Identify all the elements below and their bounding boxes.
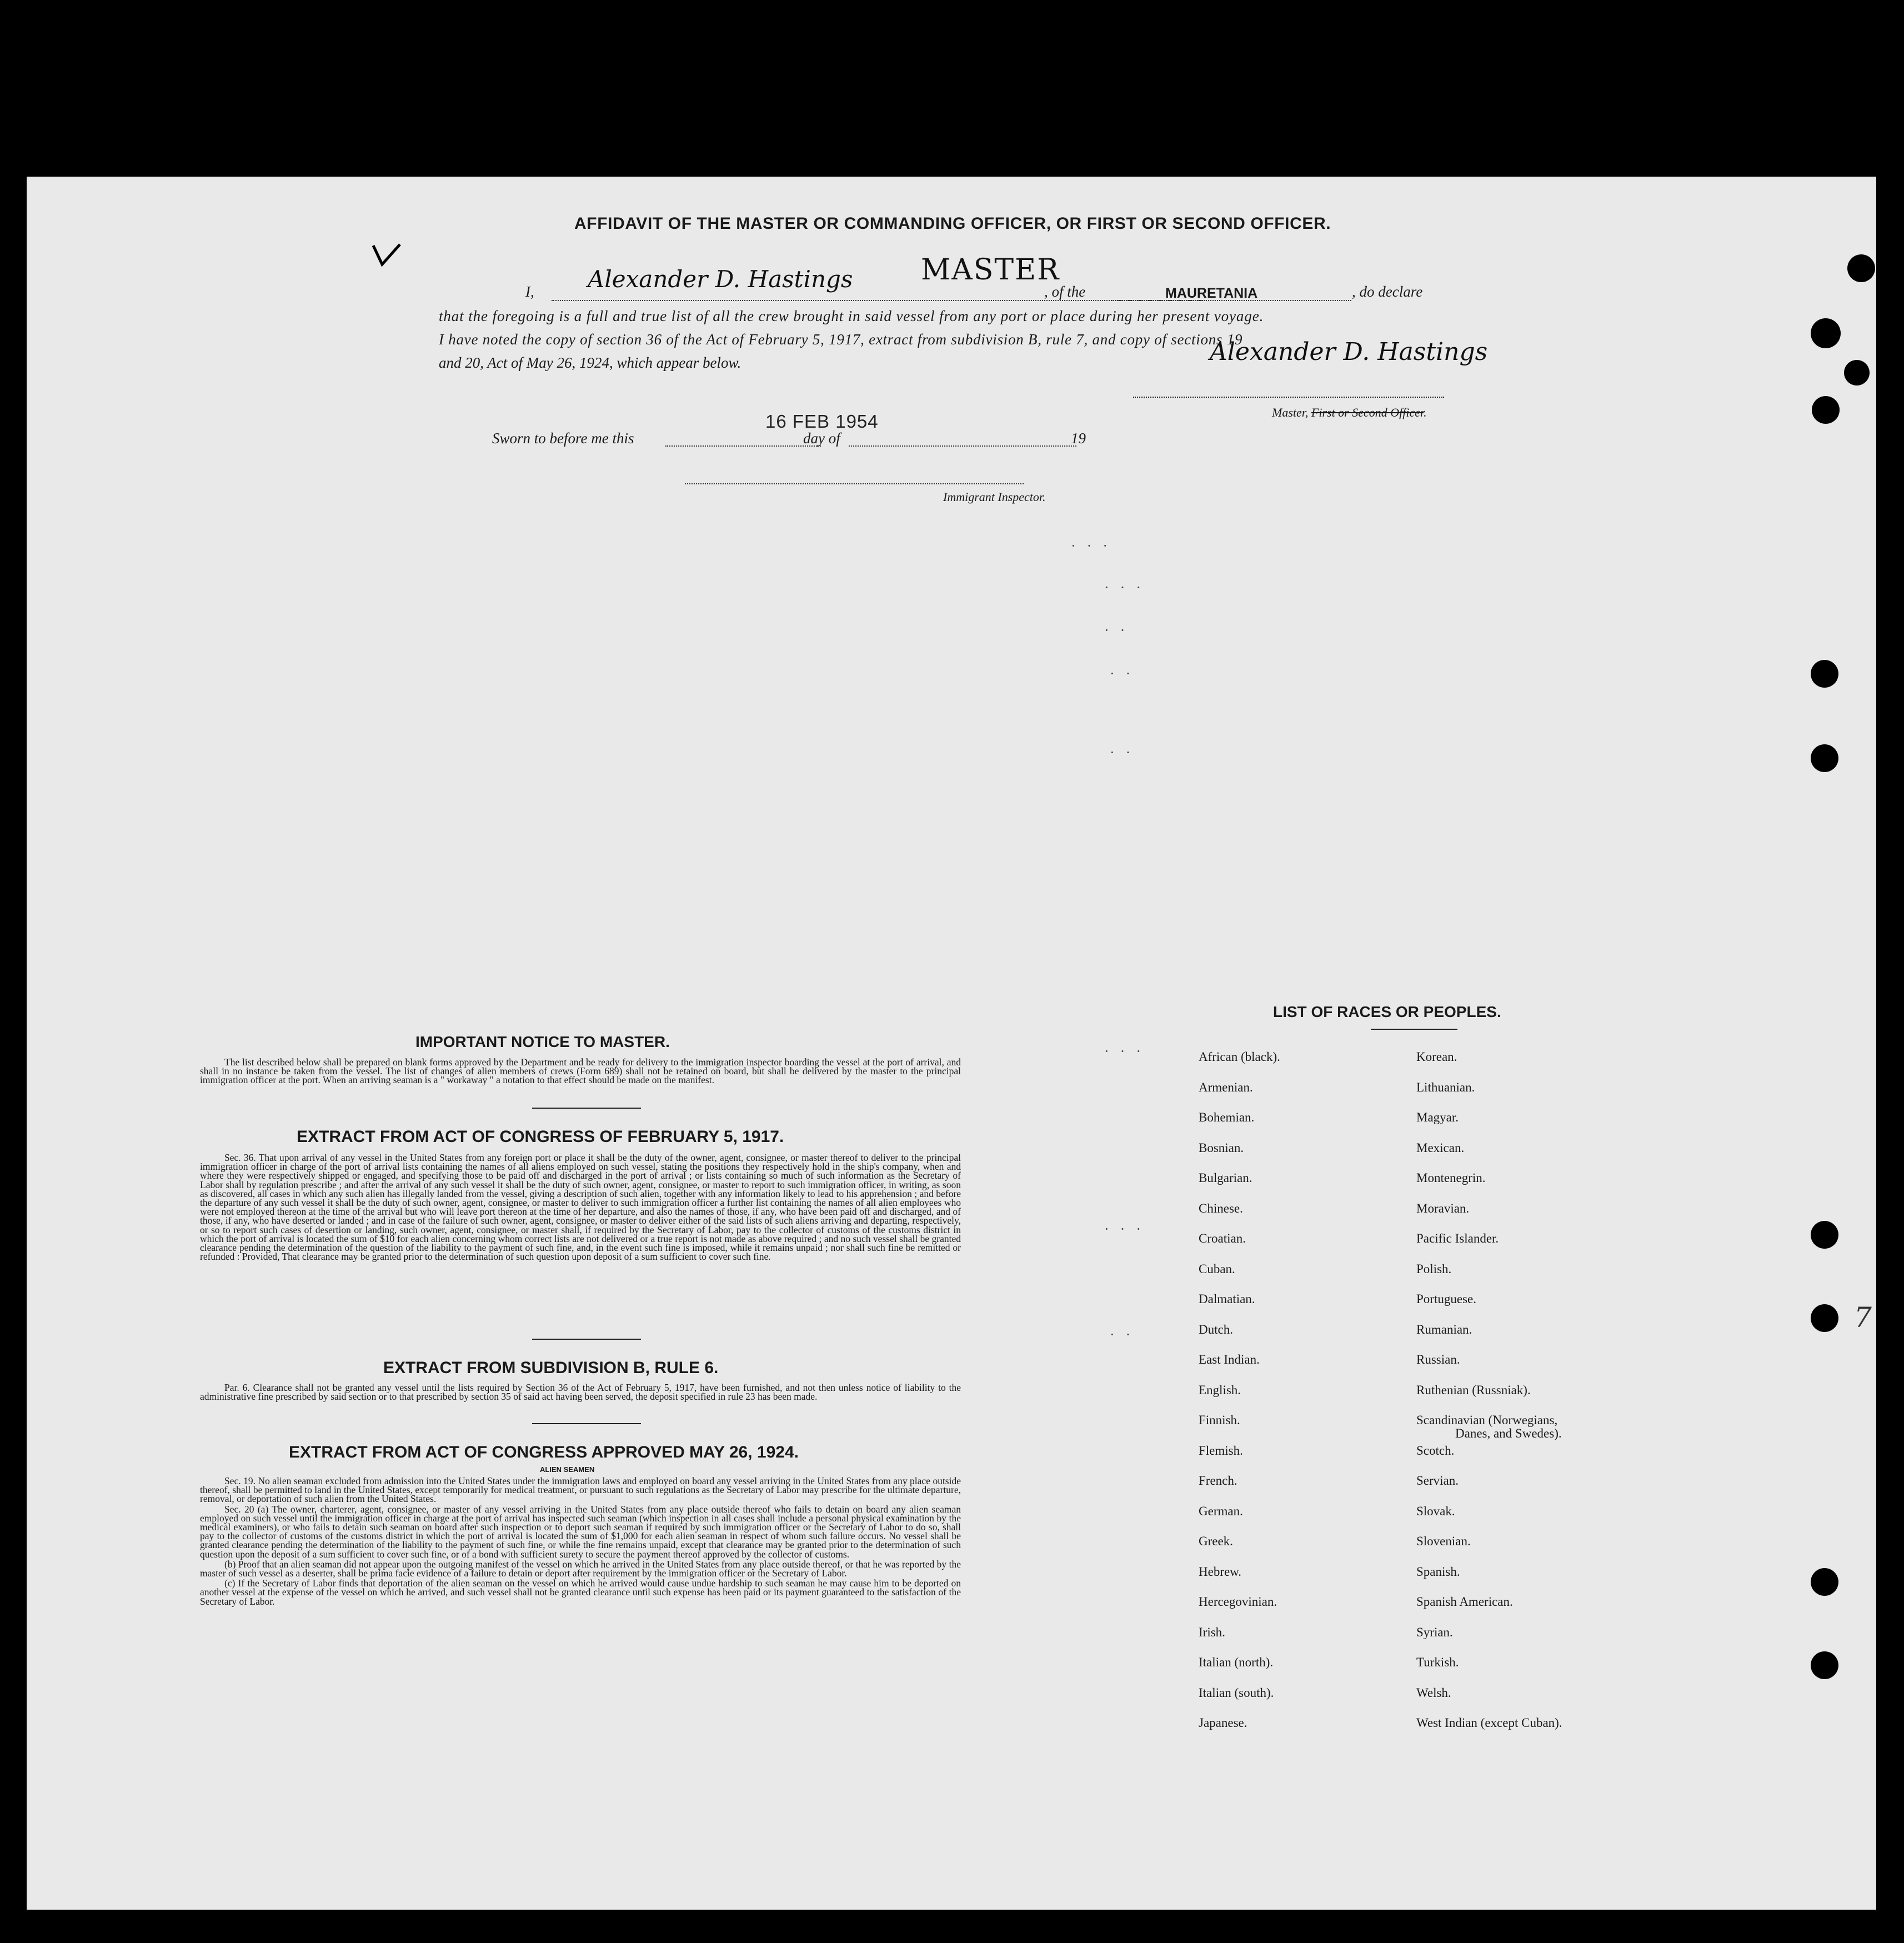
name-line	[552, 300, 1207, 301]
affidavit-line-4: and 20, Act of May 26, 1924, which appear below.	[439, 354, 741, 371]
punch-hole	[1811, 660, 1838, 688]
day-of-text: day of	[803, 430, 840, 447]
notice-text: The list described below shall be prepared on blank forms approved by the Department and be ready for delivery to the immigration inspector boarding the vessel at the port of arrival, and shall in no instance be taken from the vessel. The list of changes of alien members of crews (Form 689) shall not be retained on board, but shall be delivered by the master to the principal immigration officer at the port. When an arriving seaman is a " workaway " a notation to that effect should be made on the manifest.	[200, 1056, 961, 1086]
races-title: LIST OF RACES OR PEOPLES.	[1273, 1003, 1501, 1020]
punch-hole	[1812, 396, 1840, 424]
race-item: Welsh.	[1416, 1685, 1451, 1700]
punch-hole	[1844, 360, 1870, 385]
race-item: Mexican.	[1416, 1140, 1465, 1155]
races-left-column	[1199, 1050, 1280, 1746]
bleed-through-marks: ··	[1110, 665, 1142, 682]
race-item: West Indian (except Cuban).	[1416, 1716, 1562, 1730]
notice-title: IMPORTANT NOTICE TO MASTER.	[415, 1033, 670, 1050]
race-item: Spanish American.	[1416, 1595, 1513, 1609]
bleed-through-marks: ···	[1104, 579, 1152, 595]
race-item: Turkish.	[1416, 1655, 1459, 1669]
race-item: Slovenian.	[1416, 1534, 1471, 1548]
sworn-day-line	[665, 445, 821, 447]
extract-1924-subtitle: ALIEN SEAMEN	[540, 1465, 595, 1474]
race-item: Dalmatian.	[1199, 1292, 1255, 1306]
race-item: Montenegrin.	[1416, 1171, 1486, 1185]
affidavit-i: I,	[525, 283, 534, 300]
race-item: Servian.	[1416, 1474, 1459, 1488]
race-item: Irish.	[1199, 1625, 1225, 1639]
race-item: African (black).	[1199, 1050, 1280, 1064]
divider	[532, 1108, 641, 1109]
race-item: Hebrew.	[1199, 1564, 1242, 1579]
race-item: Finnish.	[1199, 1413, 1240, 1427]
punch-hole	[1811, 744, 1838, 772]
race-item: Lithuanian.	[1416, 1080, 1475, 1094]
divider	[1371, 1029, 1457, 1030]
race-item: Ruthenian (Russniak).	[1416, 1383, 1531, 1397]
race-item: Portuguese.	[1416, 1292, 1476, 1306]
races-right-column	[1416, 1050, 1562, 1746]
race-item: Scotch.	[1416, 1443, 1455, 1458]
race-item: Italian (north).	[1199, 1655, 1274, 1669]
race-item: Hercegovinian.	[1199, 1595, 1277, 1609]
divider	[532, 1423, 641, 1424]
checkmark-icon	[371, 242, 402, 270]
race-item: Russian.	[1416, 1353, 1460, 1366]
race-item: Polish.	[1416, 1261, 1452, 1276]
master-caption	[1272, 405, 1427, 420]
year-text: 19	[1071, 430, 1086, 447]
sworn-text: Sworn to before me this	[492, 430, 634, 447]
punch-hole	[1811, 1304, 1838, 1332]
race-item: Magyar.	[1416, 1110, 1459, 1124]
race-item: Croatian.	[1199, 1231, 1246, 1245]
extract-1917-title: EXTRACT FROM ACT OF CONGRESS OF FEBRUARY 5, 1917.	[297, 1128, 784, 1146]
race-item: French.	[1199, 1474, 1237, 1488]
race-item: Spanish.	[1416, 1564, 1460, 1579]
race-item: Greek.	[1199, 1534, 1233, 1548]
extract-1924-text: Sec. 19. No alien seaman excluded from admission into the United States under the immigration laws and employed on board any vessel arriving in the United States from any place outside thereof, shall be permitted to land in the United States, except temporarily for medical treatment, or pursuant to such regulations as the Secretary of Labor may prescribe for the ultimate departure, removal, or deportation of such alien from the United States. Sec. 20 (a) The owner, charterer, agent, consignee, or master of any vessel arriving in the United States from any place outside thereof who fails to detain on board any alien seaman employed on such vessel until the immigration officer in charge at the port of arrival has inspected such seaman (which inspection in all cases shall include a personal physical examination by the medical examiners), or who fails to detain such seaman on board after such inspection or to deport such seaman if required by such immigration officer or the Secretary of Labor to do so, shall pay to the collector of customs of the customs district in which the port of arrival is located the sum of $1,000 for each alien seaman in respect of whom such failure occurs. No vessel shall be granted clearance pending the determination of the liability to the payment of such fine, or while the fine remains unpaid, except that clearance may be granted prior to the determination of such question upon the deposit of a sum sufficient to cover such fine, or of a bond with sufficient surety to secure the payment thereof approved by the collector of customs. (b) Proof that an alien seaman did not appear upon the outgoing manifest of the vessel on which he arrived in the United States from any place outside thereof, or that he was reported by the master of such vessel as a deserter, shall be prima facie evidence of a failure to detain or deport after requirement by the immigration officer or the Secretary of Labor. (c) If the Secretary of Labor finds that deportation of the alien seaman on the vessel on which he arrived would cause undue hardship to such seaman he may cause him to be deported on another vessel at the expense of the vessel on which he arrived, and such vessel shall not be granted clearance until such expense has been paid or its payment guaranteed to the satisfaction of the Secretary of Labor.	[200, 1475, 961, 1607]
signer-name-handwritten: Alexander D. Hastings	[588, 266, 853, 293]
race-item: Korean.	[1416, 1050, 1457, 1064]
bleed-through-marks: ··	[1110, 1326, 1142, 1343]
race-item: Pacific Islander.	[1416, 1231, 1499, 1245]
race-item: Chinese.	[1199, 1201, 1243, 1215]
do-declare-text: , do declare	[1352, 283, 1423, 300]
race-item: Moravian.	[1416, 1201, 1470, 1215]
bleed-through-marks: ··	[1110, 744, 1142, 760]
punch-hole	[1811, 1221, 1838, 1249]
bleed-through-marks: ··	[1104, 622, 1136, 638]
race-item: Flemish.	[1199, 1443, 1243, 1458]
race-item: Japanese.	[1199, 1716, 1247, 1730]
date-stamp: 16 FEB 1954	[765, 411, 879, 432]
bleed-through-marks: ···	[1104, 1043, 1152, 1059]
race-item: Scandinavian (Norwegians,	[1416, 1413, 1558, 1427]
struck-officer-label: First or Second Officer	[1311, 405, 1424, 419]
race-item: Armenian.	[1199, 1080, 1253, 1094]
sworn-month-line	[849, 445, 1076, 447]
caption-period: .	[1424, 405, 1427, 419]
master-signature: Alexander D. Hastings	[1210, 338, 1488, 366]
punch-hole	[1811, 1568, 1838, 1596]
master-label: Master,	[1272, 405, 1309, 419]
vessel-name: MAURETANIA	[1165, 286, 1258, 301]
punch-hole	[1811, 318, 1841, 348]
race-item: Bulgarian.	[1199, 1171, 1252, 1185]
race-item: Rumanian.	[1416, 1322, 1472, 1336]
bleed-through-marks: ···	[1104, 1221, 1152, 1237]
inspector-line	[685, 483, 1024, 484]
race-item: Danes, and Swedes).	[1455, 1426, 1562, 1440]
race-item: Syrian.	[1416, 1625, 1453, 1639]
bleed-through-marks: ···	[1071, 538, 1119, 554]
race-item: Bosnian.	[1199, 1140, 1244, 1155]
race-item: East Indian.	[1199, 1353, 1260, 1366]
extract-1924-title: EXTRACT FROM ACT OF CONGRESS APPROVED MAY 26, 1924.	[289, 1443, 799, 1461]
subdivision-text: Par. 6. Clearance shall not be granted any vessel until the lists required by Section 36 of the Act of February 5, 1917, have been furnished, and not then unless notice of liability to the administrative fine prescribed by said section or to that prescribed by section 35 of said act having been served, the deposit specified in rule 23 has been made.	[200, 1382, 961, 1403]
inspector-caption: Immigrant Inspector.	[943, 490, 1046, 504]
signature-line	[1133, 397, 1444, 398]
race-item: Dutch.	[1199, 1322, 1233, 1336]
race-item: German.	[1199, 1504, 1243, 1518]
affidavit-line-3: I have noted the copy of section 36 of the Act of February 5, 1917, extract from subdivision B, rule 7, and copy of sections 19	[439, 331, 1243, 348]
punch-hole	[1811, 1651, 1838, 1679]
race-item: Italian (south).	[1199, 1685, 1274, 1700]
affidavit-line-2: that the foregoing is a full and true list of all the crew brought in said vessel from any port or place during her present voyage.	[439, 308, 1264, 324]
affidavit-title: AFFIDAVIT OF THE MASTER OR COMMANDING OFFICER, OR FIRST OR SECOND OFFICER.	[574, 214, 1331, 233]
race-item: Slovak.	[1416, 1504, 1455, 1518]
form-sheet	[27, 177, 1876, 1910]
margin-number: 7	[1854, 1301, 1872, 1334]
race-item: Cuban.	[1199, 1261, 1235, 1276]
race-item: Bohemian.	[1199, 1110, 1255, 1124]
divider	[532, 1339, 641, 1340]
extract-1917-text: Sec. 36. That upon arrival of any vessel in the United States from any foreign port or place it shall be the duty of the owner, agent, consignee, or master thereof to deliver to the principal immigration officer in charge of the port of arrival lists containing the names of all aliens employed on such vessel, stating the positions they respectively hold in the ship's company, when and where they were respectively shipped or engaged, and specifying those to be paid off and discharged in the port of arrival ; or lists containing so much of such information as the Secretary of Labor shall by regulation prescribe ; and after the arrival of any such vessel it shall be the duty of such owner, agent, consignee, or master to report to such immigration officer, in writing, as soon as discovered, all cases in which any such alien has illegally landed from the vessel, giving a description of such alien, together with any information likely to lead to his apprehension ; and before the departure of any such vessel it shall be the duty of such owner, agent, consignee, or master to deliver to such immigration officer a further list containing the names of all alien employees who were not employed thereon at the time of the arrival but who will leave port thereon at the time of her departure, and also the names of those, if any, who have been paid off and discharged, and of those, if any, who have deserted or landed ; and in case of the failure of such owner, agent, consignee, or master to deliver either of the said lists of such aliens arriving and departing, respectively, or so to report such cases of desertion or landing, such owner, agent, consignee, or master shall, if required by the Secretary of Labor, pay to the collector of customs of the customs district in which the port of arrival is located the sum of $10 for each alien concerning whom correct lists are not delivered or a true report is not made as above required ; and no such vessel shall be granted clearance pending the determination of the question of the liability to the payment of such fine, and, in the event such fine is imposed, while it remains unpaid ; nor shall such fine be remitted or refunded : Provided, That clearance may be granted prior to the determination of such question upon deposit of a sum sufficient to cover such fine.	[200, 1152, 961, 1263]
race-item: English.	[1199, 1383, 1241, 1397]
subdivision-title: EXTRACT FROM SUBDIVISION B, RULE 6.	[383, 1359, 719, 1377]
rank-handwritten: MASTER	[921, 253, 1060, 287]
of-the-text: , of the	[1044, 283, 1086, 300]
punch-hole	[1847, 254, 1875, 282]
